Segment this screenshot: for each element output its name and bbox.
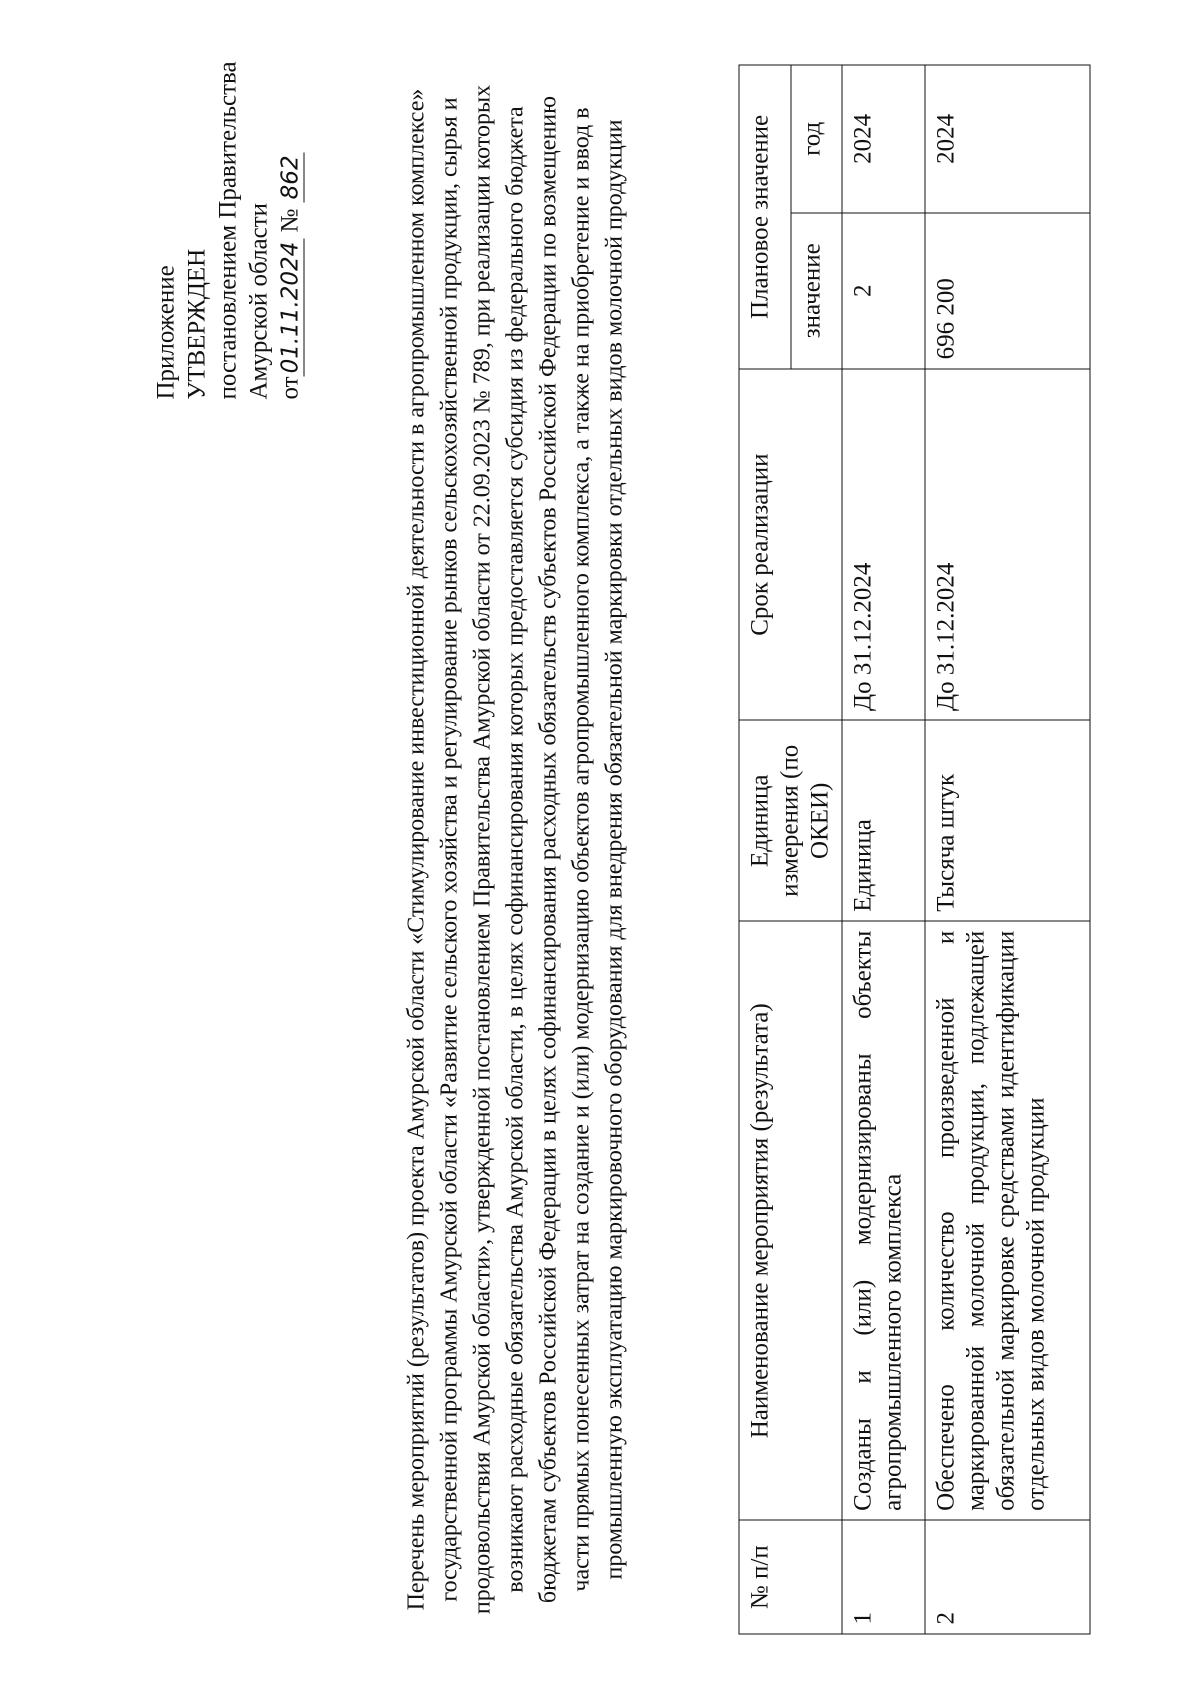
header-unit: Единица измерения (по ОКЕИ) <box>739 720 842 921</box>
cell-num: 2 <box>925 1520 1090 1634</box>
cell-name: Обеспечено количество произведенной и маркированной молочной продукции, подлежащей обязательной маркировке средствами идентификации отдельных видов молочной продукции <box>925 921 1090 1520</box>
cell-year: 2024 <box>842 65 925 213</box>
date-number-line <box>274 19 306 399</box>
cell-term: До 31.12.2024 <box>842 368 925 720</box>
header-name: Наименование мероприятия (результата) <box>739 921 842 1520</box>
handwritten-number: 862 <box>277 152 304 202</box>
number-label: № <box>276 208 303 232</box>
appendix-label: Приложение <box>152 264 179 399</box>
header-term: Срок реализации <box>739 368 842 720</box>
header-plan: Плановое значение <box>739 65 791 369</box>
cell-value: 696 200 <box>925 212 1090 368</box>
cell-name: Созданы и (или) модернизированы объекты агропромышленного комплекса <box>842 921 925 1520</box>
from-label: от <box>276 375 303 399</box>
header-num: № п/п <box>739 1520 842 1634</box>
cell-value: 2 <box>842 212 925 368</box>
region-line: Амурской области <box>245 202 272 399</box>
approved-by-line: постановлением Правительства <box>214 60 241 399</box>
cell-year: 2024 <box>925 65 1090 213</box>
measures-table <box>738 64 1090 1634</box>
handwritten-date: 01.11.2024 <box>277 238 304 376</box>
header-value: значение <box>790 212 842 368</box>
header-year: год <box>790 65 842 213</box>
cell-term: До 31.12.2024 <box>925 368 1090 720</box>
approval-stamp <box>150 19 306 399</box>
table-header-row <box>739 65 791 1634</box>
cell-unit: Единица <box>842 720 925 921</box>
table-row <box>842 65 925 1634</box>
document-title: Перечень мероприятий (результатов) проекта Амурской области «Стимулирование инвестиционной деятельности в агропромышленном комплексе» государственной программы Амурской области «Развитие сельского хозяйства и регулирование рынков сельскохозяйственной продукции, сырья и продовольствия Амурской области», утвержденной постановлением Правительства Амурской области от 22.09.2023 № 789, при реализации которых возникают расходные обязательства Амурской области, в целях софинансирования которых предоставляется субсидия из федерального бюджета бюджетам субъектов Российской Федерации в целях софинансирования расходных обязательств субъектов Российской Федерации по возмещению части прямых понесенных затрат на создание и (или) модернизацию объектов агропромышленного комплекса, а также на приобретение и ввод в промышленную эксплуатацию маркировочного оборудования для внедрения обязательной маркировки отдельных видов молочной продукции <box>403 84 627 1614</box>
cell-num: 1 <box>842 1520 925 1634</box>
table-row <box>925 65 1090 1634</box>
approved-label: УТВЕРЖДЕН <box>183 248 210 399</box>
cell-unit: Тысяча штук <box>925 720 1090 921</box>
